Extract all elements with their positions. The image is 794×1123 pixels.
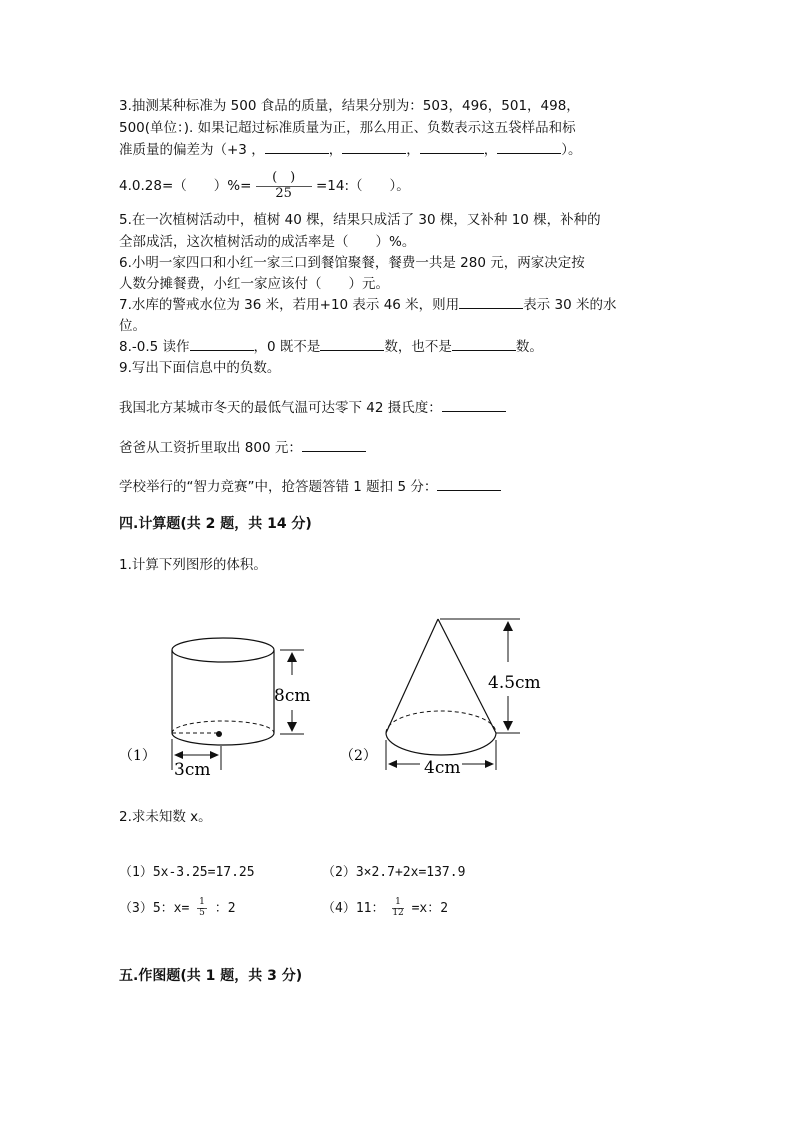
q9-item-1 [119, 399, 506, 417]
section-4-title: 四.计算题(共 2 题，共 14 分) [119, 516, 312, 532]
q4-line [119, 168, 410, 204]
answer-blank[interactable] [459, 296, 523, 309]
q5-line-1: 5.在一次植树活动中，植树 40 棵，结果只成活了 30 棵，又补种 10 棵，补种的 [119, 212, 601, 228]
answer-blank[interactable] [342, 141, 406, 154]
cone-height-arrow-up [503, 621, 513, 631]
equation-4-numerator: 1 [392, 898, 403, 909]
cone-left-side [386, 619, 438, 733]
q5-line-2: 全部成活，这次植树活动的成活率是（ ）%。 [119, 234, 416, 250]
q4-fraction [256, 171, 312, 201]
equation-2: （2）3×2.7+2x=137.9 [322, 865, 466, 880]
equation-4-end: =x：2 [411, 901, 449, 916]
q4-end: =14:（ ）。 [315, 178, 410, 194]
separator: ， [328, 142, 343, 158]
answer-blank[interactable] [497, 141, 561, 154]
q4-fraction-denominator: 25 [275, 185, 292, 201]
equation-3-fraction [197, 898, 207, 919]
section-4-q1: 1.计算下列图形的体积。 [119, 557, 267, 573]
q8-mid-1: ，0 既不是 [253, 339, 321, 355]
equation-4-start: （4）11： [322, 901, 385, 916]
separator: ， [406, 142, 420, 158]
answer-blank[interactable] [442, 399, 506, 412]
cylinder-radius-label: 3cm [174, 760, 211, 780]
q6-line-2: 人数分摊餐费，小红一家应该付（ ）元。 [119, 276, 389, 292]
q8-line [119, 338, 543, 356]
figures [0, 600, 794, 800]
equation-3-end: ：2 [214, 901, 236, 916]
equation-3-denominator: 5 [199, 908, 205, 918]
cylinder-height-arrow-up [287, 652, 297, 662]
q6-line-1: 6.小明一家四口和小红一家三口到餐馆聚餐，餐费一共是 280 元，两家决定按 [119, 255, 585, 271]
figure-2-label: （2） [340, 748, 377, 764]
q8-end: 数。 [515, 339, 543, 355]
equation-3 [119, 896, 236, 922]
q3-line-3-end: ）。 [561, 142, 582, 158]
cone-base-front [386, 733, 496, 755]
q7-line-1 [119, 296, 616, 314]
cone-height-label: 4.5cm [488, 673, 541, 693]
cone-diameter-label: 4cm [424, 758, 461, 778]
q4-start: 4.0.28=（ ）%= [119, 178, 252, 194]
equation-3-numerator: 1 [199, 897, 205, 908]
cylinder-bottom-front [172, 733, 274, 745]
cone-figure [340, 619, 541, 778]
q3-line-3 [119, 141, 581, 159]
q3-line-2: 500(单位：). 如果记超过标准质量为正，那么用正、负数表示这五袋样品和标 [119, 120, 576, 136]
cylinder-figure [119, 638, 310, 780]
q9-item-3 [119, 478, 501, 496]
section-4-q2: 2.求未知数 x。 [119, 809, 212, 825]
q4-fraction-numerator: ( ) [256, 171, 312, 186]
answer-blank[interactable] [320, 338, 384, 351]
cylinder-height-arrow-down [287, 722, 297, 732]
answer-blank[interactable] [420, 141, 484, 154]
equation-3-start: （3）5：x= [119, 901, 190, 916]
cylinder-center-dot [216, 731, 222, 737]
answer-blank[interactable] [302, 439, 366, 452]
q8-mid-2: 数，也不是 [384, 339, 452, 355]
q9-item-1-text: 我国北方某城市冬天的最低气温可达零下 42 摄氏度： [119, 400, 442, 416]
answer-blank[interactable] [265, 141, 329, 154]
q9-title: 9.写出下面信息中的负数。 [119, 360, 281, 376]
q7-line-2: 位。 [119, 318, 146, 334]
q9-item-2 [119, 439, 366, 457]
equation-4-denominator: 12 [392, 908, 404, 918]
equation-4-fraction [392, 898, 403, 919]
q7-line-1-end: 表示 30 米的水 [523, 297, 617, 313]
figure-1-label: （1） [119, 748, 156, 764]
answer-blank[interactable] [190, 338, 254, 351]
q9-item-3-text: 学校举行的“智力竞赛”中，抢答题答错 1 题扣 5 分： [119, 479, 438, 495]
cylinder-radius-arrow-left [174, 751, 183, 759]
cylinder-height-label: 8cm [274, 686, 311, 706]
separator: ， [483, 142, 498, 158]
cone-diameter-arrow-right [485, 760, 494, 768]
answer-blank[interactable] [452, 338, 516, 351]
answer-blank[interactable] [437, 478, 501, 491]
equation-1: （1）5x-3.25=17.25 [119, 865, 255, 880]
cone-height-arrow-down [503, 721, 513, 731]
q3-line-1: 3.抽测某种标准为 500 食品的质量，结果分别为：503，496，501，498， [119, 98, 580, 114]
q9-item-2-text: 爸爸从工资折里取出 800 元： [119, 440, 302, 456]
section-5-title: 五.作图题(共 1 题，共 3 分) [119, 968, 303, 984]
cone-diameter-arrow-left [388, 760, 397, 768]
q3-line-3-start: 准质量的偏差为（+3 ， [119, 142, 265, 158]
cylinder-radius-arrow-right [210, 751, 219, 759]
cylinder-bottom-back [172, 721, 274, 733]
equation-4 [322, 896, 448, 922]
cylinder-top-ellipse [172, 638, 274, 662]
q7-line-1-start: 7.水库的警戒水位为 36 米，若用+10 表示 46 米，则用 [119, 297, 460, 313]
cone-base-back [386, 711, 496, 733]
q8-start: 8.-0.5 读作 [119, 339, 190, 355]
